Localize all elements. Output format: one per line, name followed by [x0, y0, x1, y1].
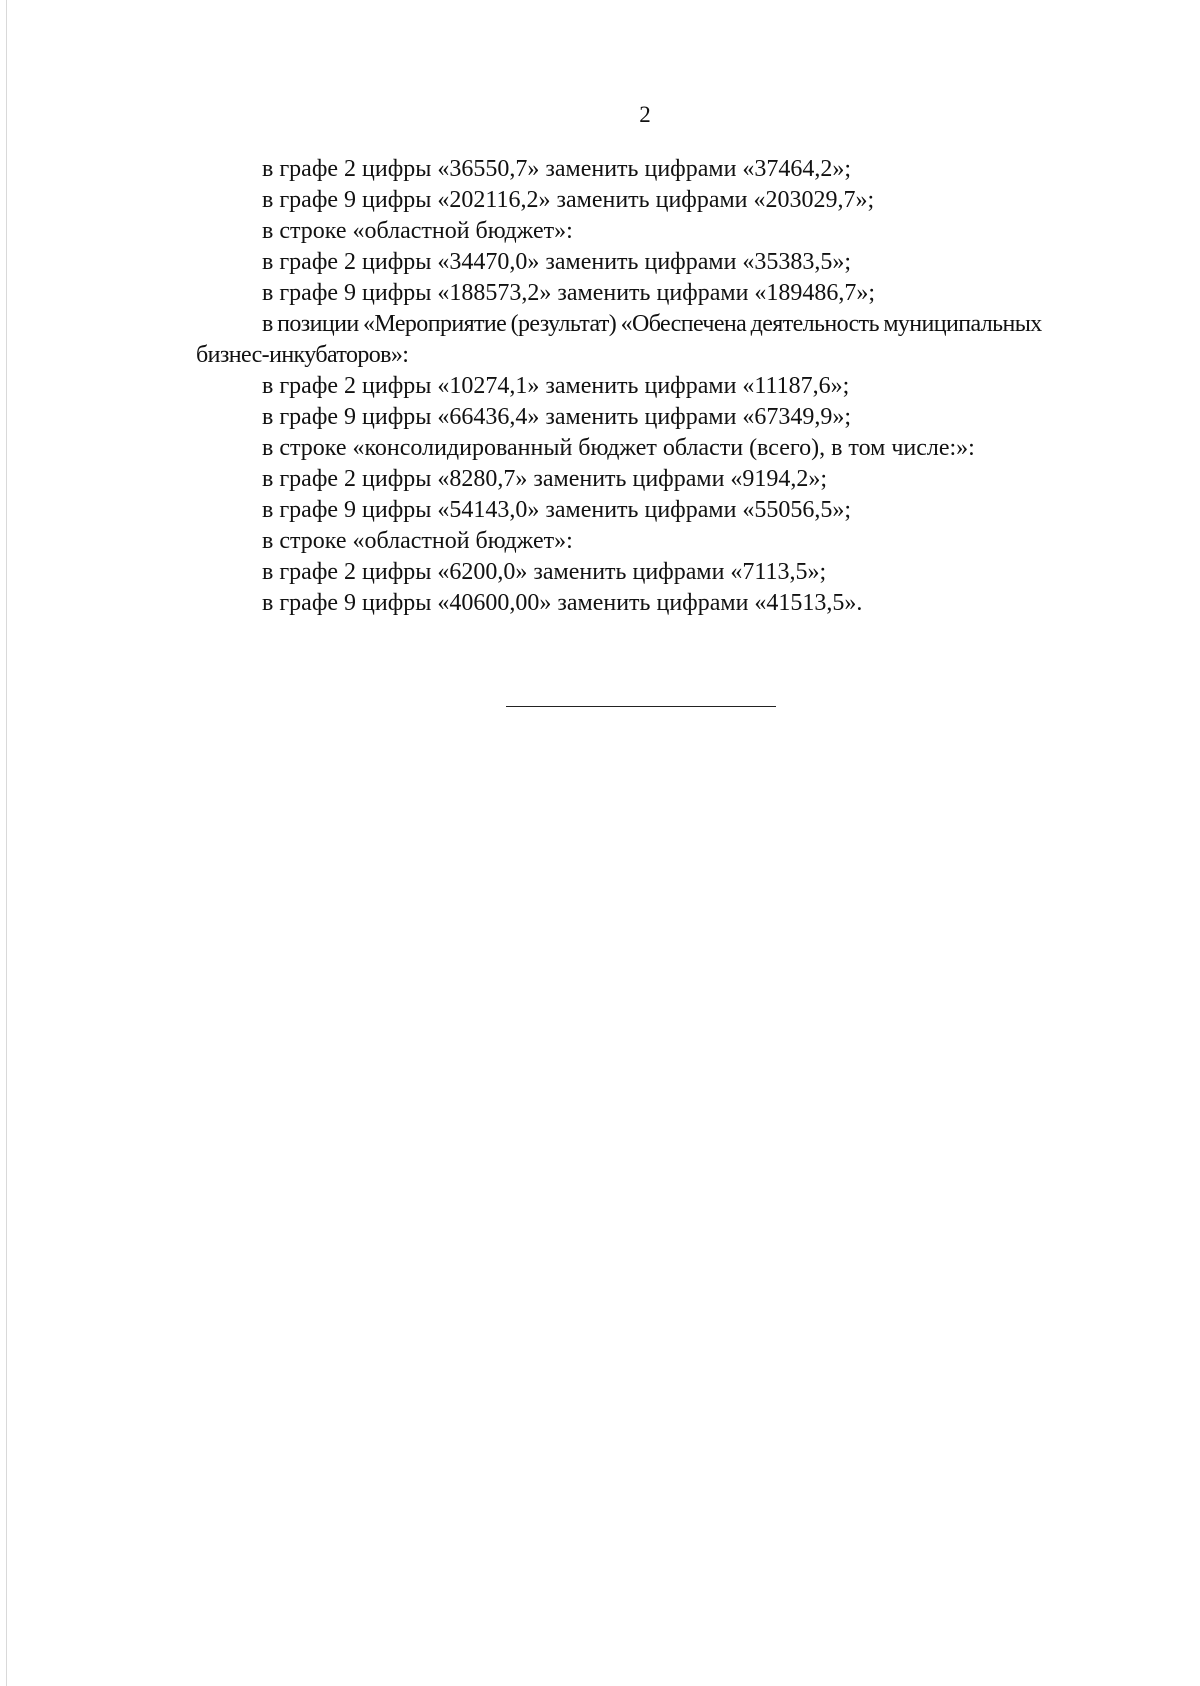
page-number: 2 — [639, 102, 651, 127]
paragraph-11: в графе 9 цифры «54143,0» заменить цифрами «55056,5»; — [262, 497, 852, 523]
scan-edge — [6, 0, 7, 1686]
paragraph-6: в позиции «Мероприятие (результат) «Обеспечена деятельность муниципальных бизнес-инкубаторов»: — [196, 311, 1042, 368]
paragraph-4: в графе 2 цифры «34470,0» заменить цифрами «35383,5»; — [262, 249, 852, 275]
paragraph-14: в графе 9 цифры «40600,00» заменить цифрами «41513,5». — [262, 590, 863, 616]
paragraph-9: в строке «консолидированный бюджет области (всего), в том числе:»: — [262, 435, 975, 461]
paragraph-8: в графе 9 цифры «66436,4» заменить цифрами «67349,9»; — [262, 404, 852, 430]
paragraph-2: в графе 9 цифры «202116,2» заменить цифрами «203029,7»; — [262, 187, 875, 213]
paragraph-7: в графе 2 цифры «10274,1» заменить цифрами «11187,6»; — [262, 373, 850, 399]
paragraph-3: в строке «областной бюджет»: — [262, 218, 573, 244]
paragraph-5: в графе 9 цифры «188573,2» заменить цифрами «189486,7»; — [262, 280, 876, 306]
paragraph-13: в графе 2 цифры «6200,0» заменить цифрами «7113,5»; — [262, 559, 827, 585]
document-body — [196, 154, 1096, 619]
paragraph-12: в строке «областной бюджет»: — [262, 528, 573, 554]
end-separator-line — [506, 706, 776, 707]
paragraph-1: в графе 2 цифры «36550,7» заменить цифрами «37464,2»; — [262, 156, 852, 182]
paragraph-10: в графе 2 цифры «8280,7» заменить цифрами «9194,2»; — [262, 466, 828, 492]
